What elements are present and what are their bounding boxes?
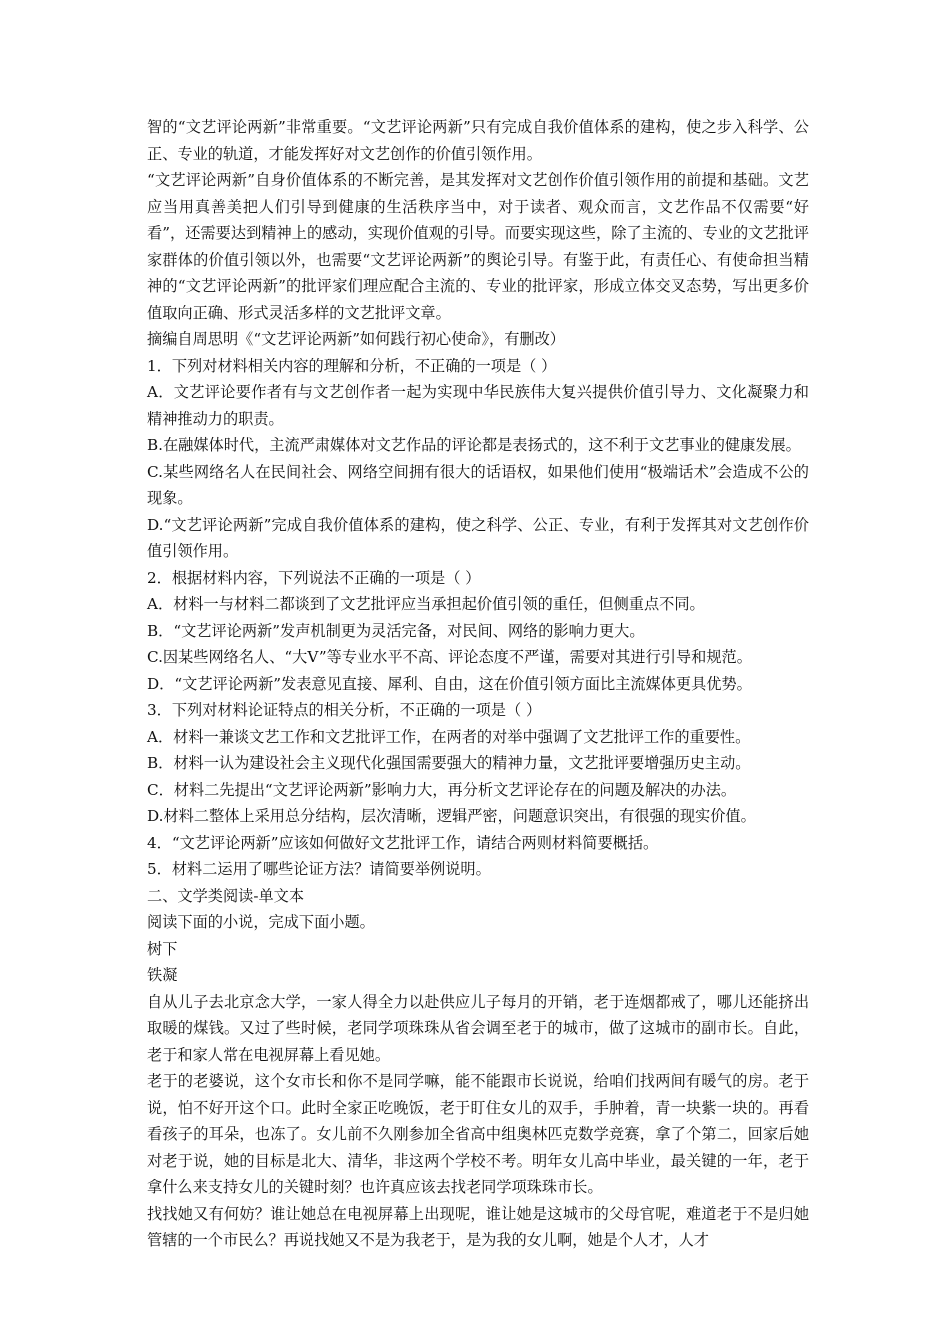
question-1-option-b: B.在融媒体时代，主流严肃媒体对文艺作品的评论都是表扬式的，这不利于文艺事业的健康发展。 xyxy=(147,436,801,454)
question-3-stem: 3．下列对材料论证特点的相关分析，不正确的一项是（ ） xyxy=(147,701,542,719)
question-3-option-a: A．材料一兼谈文艺工作和文艺批评工作，在两者的对举中强调了文艺批评工作的重要性。 xyxy=(147,727,751,746)
question-1-option-a: A．文艺评论要作者有与文艺创作者一起为实现中华民族伟大复兴提供价值引导力、文化凝聚力和精神推动力的职责。 xyxy=(147,383,809,428)
document-page xyxy=(147,114,809,1254)
question-2-stem: 2．根据材料内容，下列说法不正确的一项是（ ） xyxy=(147,568,481,587)
story-paragraph: 老于的老婆说，这个女市长和你不是同学嘛，能不能跟市长说说，给咱们找两间有暖气的房。老于说，怕不好开这个口。此时全家正吃晚饭，老于盯住女儿的双手，手肿着，青一块紫一块的。再看看孩子的耳朵，也冻了。女儿前不久刚参加全省高中组奥林匹克数学竞赛，拿了个第二，回家后她对老于说，她的目标是北大、清华，非这两个学校不考。明年女儿高中毕业，最关键的一年，老于拿什么来支持女儿的关键时刻？也许真应该去找老同学项珠珠市长。 xyxy=(147,1072,809,1196)
question-1-option-c: C.某些网络名人在民间社会、网络空间拥有很大的话语权，如果他们使用“极端话术”会造成不公的现象。 xyxy=(147,462,809,507)
question-1-stem: 1．下列对材料相关内容的理解和分析，不正确的一项是（ ） xyxy=(147,356,557,375)
story-paragraph: 自从儿子去北京念大学，一家人得全力以赴供应儿子每月的开销，老于连烟都戒了，哪儿还能挤出取暖的煤钱。又过了些时候，老同学项珠珠从省会调至老于的城市，做了这城市的副市长。自此，老于和家人常在电视屏幕上看见她。 xyxy=(147,992,809,1064)
question-2-option-b: B．“文艺评论两新”发声机制更为灵活完备，对民间、网络的影响力更大。 xyxy=(147,621,645,640)
question-3-option-b: B．材料一认为建设社会主义现代化强国需要强大的精神力量，文艺批评要增强历史主动。 xyxy=(147,754,751,772)
question-1-option-d: D.“文艺评论两新”完成自我价值体系的建构，使之科学、公正、专业，有利于发挥其对文艺创作价值引领作用。 xyxy=(147,515,809,560)
question-4: 4．“文艺评论两新”应该如何做好文艺批评工作，请结合两则材料简要概括。 xyxy=(147,833,659,852)
question-2-option-a: A．材料一与材料二都谈到了文艺批评应当承担起价值引领的重任，但侧重点不同。 xyxy=(147,595,705,613)
story-paragraph: 找找她又有何妨？谁让她总在电视屏幕上出现呢，谁让她是这城市的父母官呢，难道老于不是归她管辖的一个市民么？再说找她又不是为我老于，是为我的女儿啊，她是个人才，人才 xyxy=(147,1204,809,1249)
question-3-option-d: D.材料二整体上采用总分结构，层次清晰，逻辑严密，问题意识突出，有很强的现实价值。 xyxy=(147,807,756,825)
question-2-option-d: D．“文艺评论两新”发表意见直接、犀利、自由，这在价值引领方面比主流媒体更具优势。 xyxy=(147,674,752,693)
question-5: 5．材料二运用了哪些论证方法？请简要举例说明。 xyxy=(147,860,491,878)
story-title: 树下 xyxy=(147,939,178,958)
source-citation: 摘编自周思明《“文艺评论两新”如何践行初心使命》，有删改） xyxy=(147,330,565,348)
paragraph: “文艺评论两新”自身价值体系的不断完善，是其发挥对文艺创作价值引领作用的前提和基础。文艺应当用真善美把人们引导到健康的生活秩序当中，对于读者、观众而言，文艺作品不仅需要“好看”，还需要达到精神上的感动，实现价值观的引导。而要实现这些，除了主流的、专业的文艺批评家群体的价值引领以外，也需要“文艺评论两新”的舆论引导。有鉴于此，有责任心、有使命担当精神的“文艺评论两新”的批评家们理应配合主流的、专业的批评家，形成立体交叉态势，写出更多价值取向正确、形式灵活多样的文艺批评文章。 xyxy=(147,171,809,322)
question-2-option-c: C.因某些网络名人、“大V”等专业水平不高、评论态度不严谨，需要对其进行引导和规范。 xyxy=(147,648,752,666)
section-instruction: 阅读下面的小说，完成下面小题。 xyxy=(147,913,375,931)
story-author: 铁凝 xyxy=(147,966,178,984)
paragraph: 智的“文艺评论两新”非常重要。“文艺评论两新”只有完成自我价值体系的建构，使之步入科学、公正、专业的轨道，才能发挥好对文艺创作的价值引领作用。 xyxy=(147,118,809,163)
section-heading: 二、文学类阅读-单文本 xyxy=(147,886,305,905)
question-3-option-c: C．材料二先提出“文艺评论两新”影响力大，再分析文艺评论存在的问题及解决的办法。 xyxy=(147,780,737,799)
